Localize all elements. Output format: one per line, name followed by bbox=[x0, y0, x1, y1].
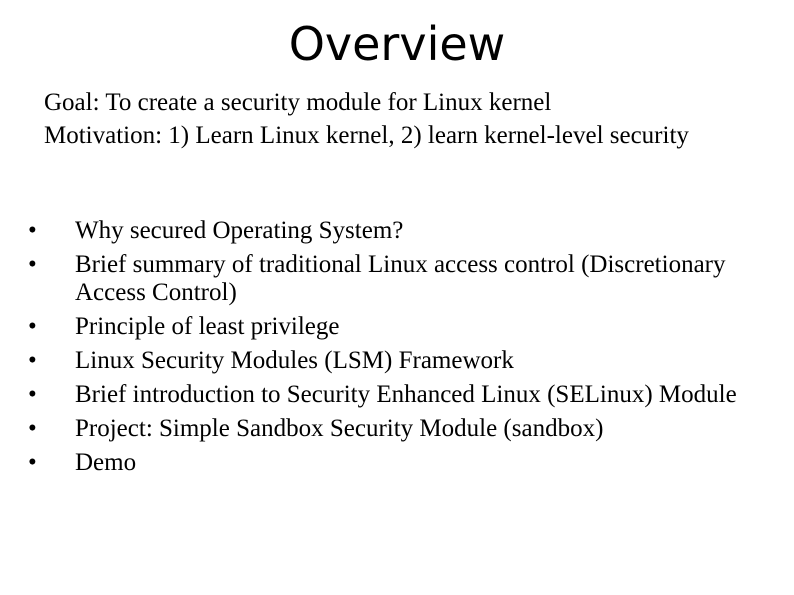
bullet-item bbox=[28, 251, 768, 307]
bullet-dot-icon: • bbox=[28, 415, 37, 442]
bullet-text: Why secured Operating System? bbox=[75, 217, 404, 244]
bullet-text: Principle of least privilege bbox=[75, 313, 340, 340]
motivation-text: Motivation: 1) Learn Linux kernel, 2) learn kernel-level security bbox=[44, 122, 689, 149]
bullet-text: Brief summary of traditional Linux access control (Discretionary Access Control) bbox=[75, 251, 726, 306]
bullet-item bbox=[28, 217, 768, 245]
bullet-dot-icon: • bbox=[28, 313, 37, 340]
goal-text: Goal: To create a security module for Linux kernel bbox=[44, 89, 552, 116]
bullet-item bbox=[28, 381, 768, 409]
slide-title: Overview bbox=[288, 17, 506, 71]
bullet-item bbox=[28, 313, 768, 341]
bullet-text: Linux Security Modules (LSM) Framework bbox=[75, 347, 514, 374]
bullet-dot-icon: • bbox=[28, 449, 37, 476]
bullet-text: Project: Simple Sandbox Security Module (sandbox) bbox=[75, 415, 604, 442]
bullet-item bbox=[28, 449, 768, 477]
bullet-dot-icon: • bbox=[28, 217, 37, 244]
bullet-dot-icon: • bbox=[28, 347, 37, 374]
bullet-item bbox=[28, 347, 768, 375]
bullet-list bbox=[28, 217, 768, 483]
bullet-dot-icon: • bbox=[28, 381, 37, 408]
bullet-text: Brief introduction to Security Enhanced Linux (SELinux) Module bbox=[75, 381, 737, 408]
bullet-dot-icon: • bbox=[28, 251, 37, 278]
intro-block bbox=[44, 89, 764, 155]
bullet-text: Demo bbox=[75, 449, 137, 476]
bullet-item bbox=[28, 415, 768, 443]
